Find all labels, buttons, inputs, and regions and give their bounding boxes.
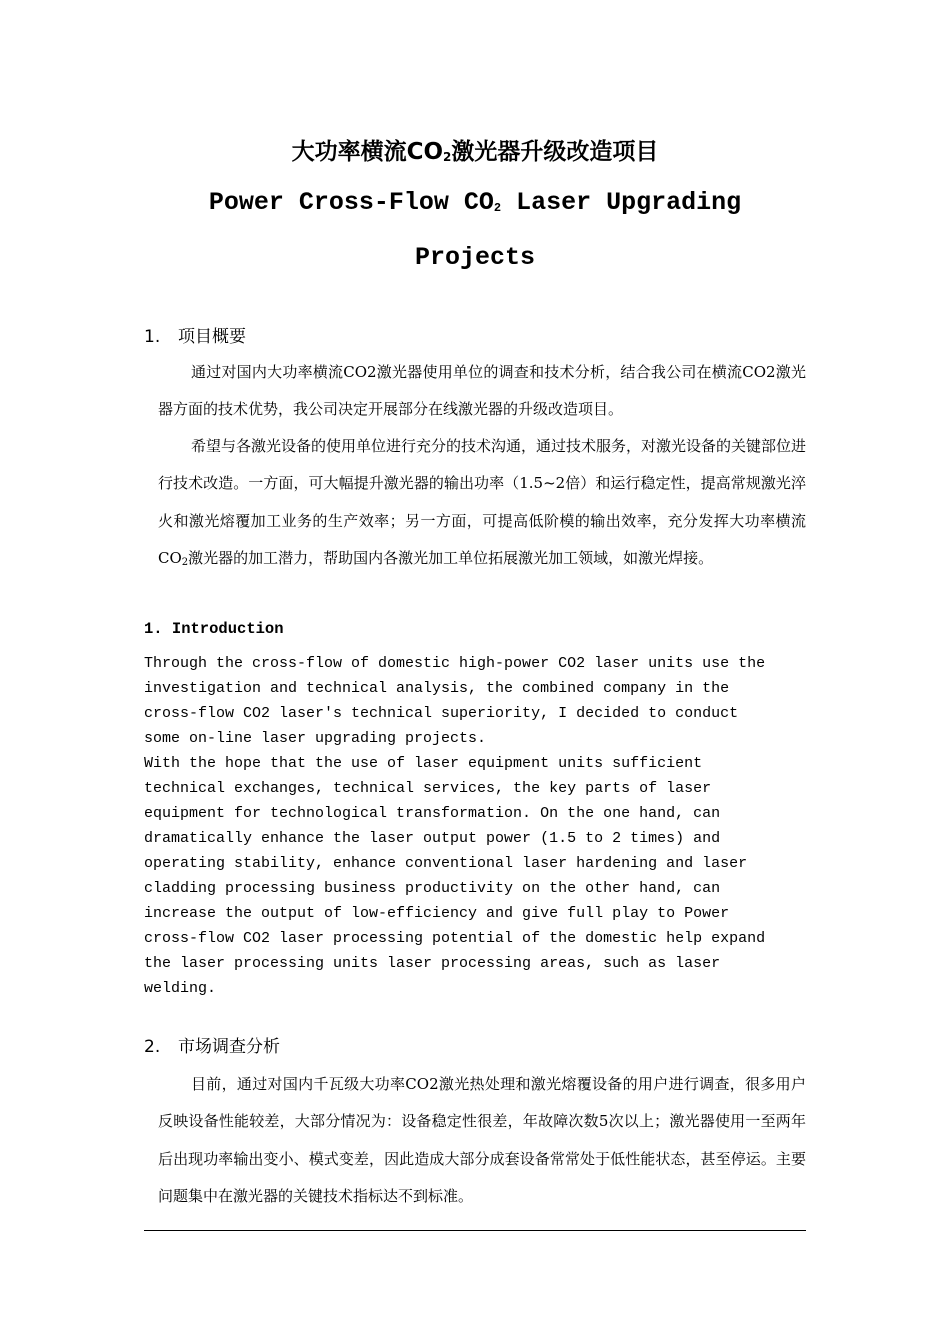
intro-line: some on-line laser upgrading projects.: [144, 730, 487, 747]
intro-line: equipment for technological transformation. On the one hand, can: [144, 805, 721, 822]
intro-line: dramatically enhance the laser output power (1.5 to 2 times) and: [144, 830, 721, 847]
section1-heading-text: 项目概要: [178, 327, 246, 347]
intro-heading: 1. Introduction: [144, 620, 284, 638]
intro-line: technical exchanges, technical services, the key parts of laser: [144, 780, 712, 797]
intro-line: cladding processing business productivity on the other hand, can: [144, 880, 721, 897]
title-cn-subscript: 2: [443, 150, 452, 164]
section2-number: 2.: [144, 1037, 161, 1057]
intro-line: cross-flow CO2 laser's technical superiority, I decided to conduct: [144, 705, 739, 722]
section1-paragraph-1: 通过对国内大功率横流CO2激光器使用单位的调查和技术分析，结合我公司在横流CO2激光器方面的技术优势，我公司决定开展部分在线激光器的升级改造项目。: [158, 363, 806, 419]
section2-heading: [144, 1035, 280, 1059]
intro-body: [144, 651, 824, 1001]
intro-line: operating stability, enhance conventional laser hardening and laser: [144, 855, 748, 872]
section1-para2-text: 希望与各激光设备的使用单位进行充分的技术沟通，通过技术服务，对激光设备的关键部位进行技术改造。一方面，可大幅提升激光器的输出功率（1.5~2倍）和运行稳定性，提高常规激光淬火和激光熔覆加工业务的生产效率；另一方面，可提高低阶模的输出效率，充分发挥大功率横流CO: [158, 437, 807, 568]
title-en-line2: Projects: [414, 243, 536, 272]
section1-heading: [144, 325, 246, 349]
title-cn-text: 大功率横流CO: [291, 139, 444, 165]
intro-line: welding.: [144, 980, 217, 997]
section2-paragraph-1: 目前，通过对国内千瓦级大功率CO2激光热处理和激光熔覆设备的用户进行调查，很多用户反映设备性能较差，大部分情况为：设备稳定性很差，年故障次数5次以上；激光器使用一至两年后出现功率输出变小、模式变差，因此造成大部分成套设备常常处于低性能状态，甚至停运。主要问题集中在激光器的关键技术指标达不到标准。: [158, 1075, 806, 1206]
title-cn-text-after: 激光器升级改造项目: [451, 139, 659, 165]
title-en-text-after: Laser Upgrading: [501, 188, 742, 217]
intro-line: increase the output of low-efficiency and give full play to Power: [144, 905, 730, 922]
section1-number: 1.: [144, 327, 161, 347]
intro-line: Through the cross-flow of domestic high-power CO2 laser units use the: [144, 655, 766, 672]
title-english: [0, 178, 950, 283]
title-en-line1: [0, 178, 950, 233]
title-en-text: Power Cross-Flow CO: [208, 188, 494, 217]
title-chinese: [0, 134, 950, 175]
intro-line: With the hope that the use of laser equipment units sufficient: [144, 755, 703, 772]
intro-line: cross-flow CO2 laser processing potential of the domestic help expand: [144, 930, 766, 947]
section2-heading-text: 市场调查分析: [178, 1037, 280, 1057]
footer-divider: [144, 1230, 806, 1231]
section1-para2-subscript: 2: [181, 557, 189, 569]
title-en-subscript: 2: [493, 201, 502, 215]
intro-line: the laser processing units laser processing areas, such as laser: [144, 955, 721, 972]
intro-line: investigation and technical analysis, the combined company in the: [144, 680, 730, 697]
section1-para2-text-after: 激光器的加工潜力，帮助国内各激光加工单位拓展激光加工领域，如激光焊接。: [188, 549, 714, 568]
section1-paragraph-2: [158, 428, 806, 582]
